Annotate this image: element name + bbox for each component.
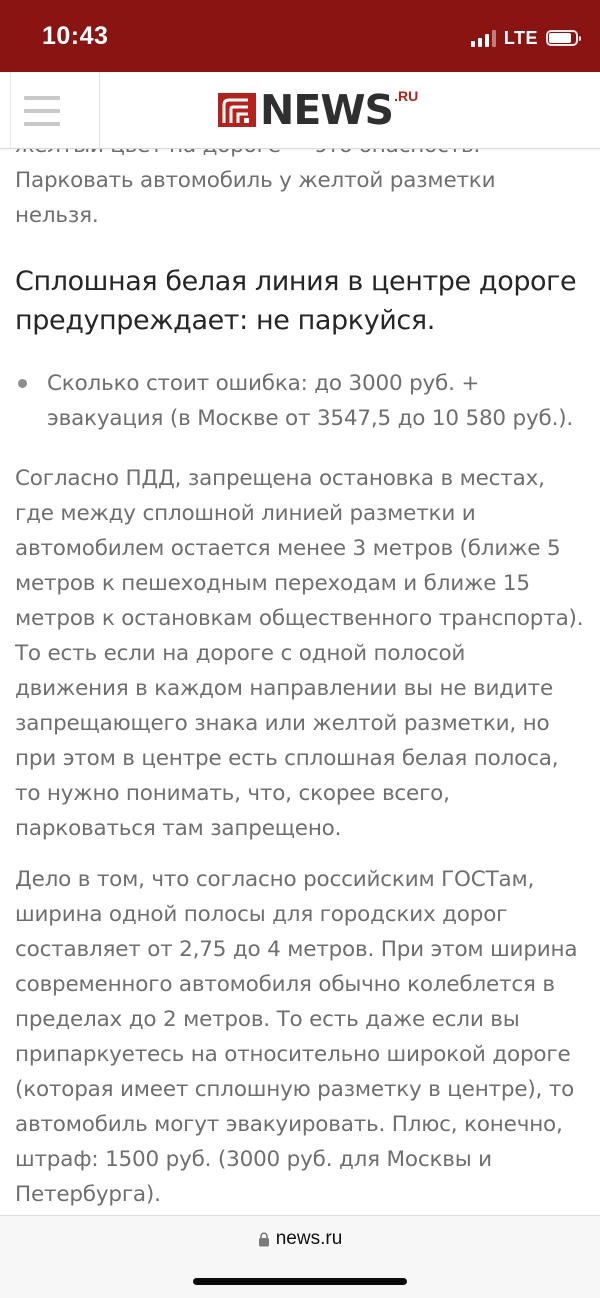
bullet-dot-icon: [18, 379, 27, 388]
battery-icon: [546, 30, 578, 46]
browser-bottom-bar: [0, 1215, 600, 1298]
lock-icon: [258, 1232, 270, 1247]
site-logo[interactable]: [218, 84, 418, 136]
article-paragraph: Дело в том, что согласно российским ГОСТам, ширина одной полосы для городских дорог составляет от 2,75 до 4 метров. При этом ширина современного автомобиля обычно колеблется в пределах до 2 метров. То есть даже если вы припаркуетесь на относительно широкой дороге (которая имеет сплошную разметку в центре), то автомобиль могут эвакуировать. Плюс, конечно, штраф: 1500 руб. (3000 руб. для Москвы и Петербурга).: [15, 867, 578, 1207]
bullet-text: Сколько стоит ошибка: до 3000 руб. + эвакуация (в Москве от 3547,5 до 10 580 руб.).: [47, 371, 574, 431]
hamburger-icon: [24, 96, 60, 126]
status-bar: [0, 0, 600, 72]
battery-level: [549, 33, 571, 43]
logo-domain: .RU: [394, 88, 419, 104]
partial-paragraph: Парковать автомобиль у желтой разметки нельзя.: [15, 168, 496, 228]
list-item: [0, 366, 600, 436]
site-header: [0, 72, 600, 149]
section-heading: Сплошная белая линия в центре дороге предупреждает: не паркуйся.: [15, 266, 577, 336]
logo-wordmark: NEWS: [260, 85, 394, 134]
fine-bullet-list: [0, 366, 600, 436]
status-indicators: [471, 26, 578, 50]
menu-button[interactable]: [0, 72, 100, 148]
status-time: 10:43: [42, 22, 109, 50]
article-paragraph: Согласно ПДД, запрещена остановка в местах, где между сплошной линией разметки и автомобилем остается менее 3 метров (ближе 5 метров к пешеходным переходам и ближе 15 метров к остановкам общественного транспорта). То есть если на дороге с одной полосой движения в каждом направлении вы не видите запрещающего знака или желтой разметки, но при этом в центре есть сплошная белая полоса, то нужно понимать, что, скорее всего, парковаться там запрещено.: [15, 466, 584, 841]
address-bar[interactable]: [0, 1228, 600, 1250]
cellular-signal-icon: [471, 29, 496, 47]
news-ru-logo-icon: [218, 91, 256, 129]
network-type: LTE: [503, 27, 538, 48]
home-indicator[interactable]: [193, 1278, 407, 1285]
url-text: news.ru: [275, 1228, 343, 1249]
